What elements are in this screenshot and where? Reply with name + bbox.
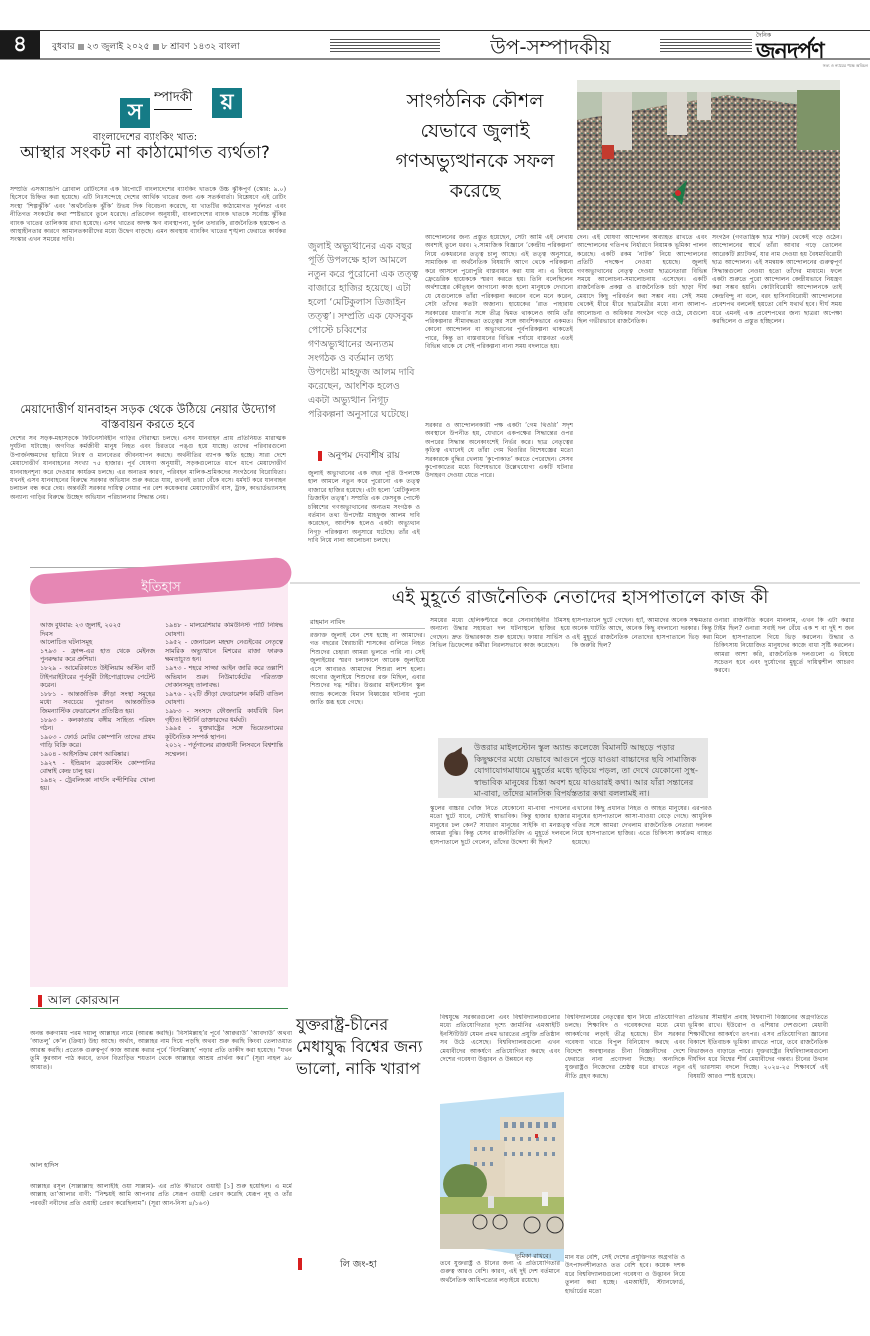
history-item: ১৮২৯ - আমেরিকাতে উইলিয়াম অস্টিন বার্ট টাইপরাইটারের পূর্বসূরী টাইপোগ্রাফের পেটেন্ট করেন। — [40, 664, 155, 690]
quran-title: আল কোরআন — [48, 993, 120, 1007]
history-title: ইতিহাস — [141, 580, 181, 595]
author-name: লি জং-হা — [340, 1259, 377, 1270]
article2-column: রক্তাক্ত জুলাই যেন শেষ হচ্ছে না আমাদের। গত বছরের স্বৈরাচারী শাসকের গুলিতে নিহত শিশুদের চেহারা আমরা ভুলতে পারি না। সেই জুলাইয়ের স্মরণ চলাকালে আরেক জুলাইয়ে এসে আবারও আমাদের শিশুরা লাশ হলো। অগোর জুলাইয়ে শিশুদের রক্ত মিছিল, এবার শিশুদের দগ্ধ শরীর। উত্তরার মাইলস্টোন স্কুল অ্যান্ড কলেজে বিমান বিধ্বস্তের ঘটনায় পুরো জাতি স্তব্ধ হয়ে গেছে। — [310, 632, 425, 707]
byline-marker-icon — [298, 1258, 302, 1270]
history-item: ১৯৪২ - ট্রেবলিংকা নাৎসি বন্দীশিবির খোলা হয়। — [40, 776, 155, 793]
article3-column: প্রতিভার সীমাহীন প্রবাহ বিশ্বব্যাপী বিজ্ঞানের অগ্রগতিতে ভূমিকা রাখে। ইউরোপ ও এশিয়ার দেশগুলো মেধাবী শিক্ষার্থীদের আকর্ষণে তৎপর। এসব প্রতিযোগিতা জ্ঞানের বিকাশে ইতিবাচক ভূমিকা রাখতে পারে, তবে রাজনৈতিক বিভাজনও বাড়াতে পারে। যুক্তরাষ্ট্রের বিশ্ববিদ্যালয়গুলো দীর্ঘদিন ধরে বিশ্বের শীর্ষ মেধাবীদের গন্তব্য। চীনের উত্থান এই ভারসাম্য বদলে দিচ্ছে। ২০২৪-২৫ শিক্ষাবর্ষে এই বিষয়টি আরও স্পষ্ট হয়েছে। — [688, 1014, 828, 1080]
quran-heading — [38, 992, 119, 1012]
history-item: ১৯২৭ - ইন্ডিয়ান ব্রডকাস্টিং কোম্পানির বোম্বাই কেন্দ্র চালু হয়। — [40, 759, 155, 776]
decorative-rule — [660, 39, 752, 52]
article2-column: এখানের কিছু প্রধানত নিহত ও আহত মানুষের। এরপরও মানুষের হাসপাতালে আসা-যাওয়া বেড়ে গেছে। আধুনিক গতির সঙ্গে আমরা দেখলাম রাজনৈতিক নেতারা দলবল নিয়ে হাসপাতালে হাজির। এতে চিকিৎসা কার্যক্রম ব্যাহত হয়েছে। — [572, 805, 712, 846]
history-item: ১৯০৪ - আইসক্রিম কোণ আবিষ্কার। — [40, 750, 129, 758]
history-column-right — [165, 622, 283, 982]
article1-pullquote: জুলাই অভ্যুত্থানের এক বছর পূর্তি উপলক্ষে হাল আমলে নতুন করে পুরোনো এক তত্ত্ব বাজারে হাজির হয়েছে। এটা হলো ‘মেটিকুলাস ডিজাইন তত্ত্ব’। সম্প্রতি এক ফেসবুক পোস্টে চব্বিশের গণঅভ্যুত্থানের অন্যতম সংগঠক ও বর্তমান তথ্য উপদেষ্টা মাহফুজ আলম দাবি করেছেন, আংশিক হলেও একটা অভ্যুত্থান নিগূঢ় পরিকল্পনা অনুসারে ঘটেছে। — [308, 241, 419, 420]
quote-text: উত্তরার মাইলস্টোন স্কুল অ্যান্ড কলেজে বিমানটি আছড়ে পড়ার কিছুক্ষণের মধ্যে যেভাবে আগুনে পুড়ে যাওয়া বাচ্চাদের ছবি সামাজিক যোগাযোগমাধ্যমে মুহূর্তের মধ্যে ছড়িয়ে পড়ল, তা দেখে যেকোনো সুস্থ-স্বাভাবিক মানুষের চিন্তা অবশ হয়ে যাওয়ারই কথা। আর যাঁরা সন্তানের মা-বাবা, তাঁদের মানসিক বিপর্যস্ততার কথা বললামই না। — [474, 742, 698, 798]
article3-column: মান যত বেশি, সেই দেশের প্রযুক্তিগত অগ্রগতি ও উৎপাদনশীলতাও তত বেশি হবে। কয়েক দশক ধরে বিশ্ববিদ্যালয়গুলো গবেষণা ও উদ্ভাবন নিয়ে তুলনা করা হচ্ছে। এমআইটি, স্ট্যানফোর্ড, হার্ভার্ডের মতো — [565, 1254, 685, 1295]
history-item: ১৯০৩ - ফোর্ড মোটর কোম্পানি তাদের প্রথম গাড়ি বিক্রি করে। — [40, 733, 155, 750]
divider — [310, 628, 425, 629]
divider — [30, 1008, 288, 1009]
decorative-rule — [330, 39, 440, 52]
author-name: অনুপম দেবাশীষ রায় — [328, 451, 400, 461]
article1-byline — [318, 448, 400, 463]
hadith-title: আল হাদিস — [30, 1162, 59, 1169]
article2-pullquote — [438, 738, 708, 798]
separator-square-icon — [78, 44, 84, 50]
history-item: ১৯৯৫ - যুক্তরাষ্ট্রের সঙ্গে ভিয়েতনামের কূটনৈতিক সম্পর্ক স্থাপন। — [165, 725, 283, 741]
quote-icon — [444, 752, 468, 776]
separator-square-icon — [153, 44, 159, 50]
brand-tagline: সত্য ও ন্যায়ের পক্ষে অবিচল — [822, 63, 868, 68]
article3-headline[interactable]: যুক্তরাষ্ট্র-চীনের মেধাযুদ্ধ বিশ্বের জন্য ভালো, নাকি খারাপ — [296, 1015, 423, 1078]
editorial-body: সম্প্রতি এসঅ্যান্ডপি গ্লোবাল রেটিংসের এক রিপোর্টে বাংলাদেশের ব্যাংকিং খাতকে উচ্চ ঝুঁকিপূর্ণ (স্কোর: ৯.০) হিসেবে চিহ্নিত করা হয়েছে। এটি নিঃসন্দেহে দেশের আর্থিক খাতের জন্য এক সতর্কবার্তা। বিশ্লেষণে এই রেটিং সংস্থা ‘শিল্পঝুঁকি’ এবং ‘অর্থনৈতিক ঝুঁকি’ উভয় দিক বিবেচনা করেছে, যা খাতটির কাঠামোগত দুর্বলতা এবং নীতিগত সংকটের কথা স্পষ্টভাবে তুলে ধরেছে। প্রতিবেদন অনুযায়ী, বাংলাদেশের ব্যাংক খাতকে সর্বোচ্চ ঝুঁকির ব্যাংক খাতের তালিকায় রাখা হয়েছে। এসব খাতের অদক্ষ ঋণ ব্যবস্থাপনা, দুর্বল তদারকি, রাজনৈতিক হস্তক্ষেপ ও আস্থাহীনতার কারণে আমানতকারীদের মধ্যে উদ্বেগ বাড়ছে। এমন অবস্থায় ব্যাংকিং খাতের শৃঙ্খলা ফেরাতে কার্যকর সংস্কার এখন সময়ের দাবি। — [10, 186, 286, 244]
date-line — [52, 39, 240, 54]
article2-column: স্কুলের বাচ্চার খোঁজ নিতে যেকোনো মা-বাবা পাগলের মতো ছুটে যাবে, সেটাই স্বাভাবিক। কিন্তু হাজার হাজার মানুষের ঢল কেন? সাধারণ মানুষের সাইকি বা মনস্তত্ত্ব আমরা বুঝি। কিন্তু যেসব রাজনীতিবিদ এ মুহূর্তে দলবলে হাসপাতালে ছুটে গেলেন, তাঁদের উদ্দেশ্য কী ছিল? — [430, 805, 570, 846]
bangla-date: ৮ শ্রাবণ ১৪৩২ বাংলা — [161, 42, 240, 52]
history-item: ১৯৮৩ - সংসদে ফৌজদারি কার্যবিধি বিল গৃহীত। ইন্টার্নি ডাক্তারদের ধর্মঘট। — [165, 707, 283, 724]
hadith-body: আল্লাহর রসূল (সাল্লাল্লাহু আলাইহি ওয়া সাল্লাম)- এর প্রতি কীভাবে ওয়াহী [১] শুরু হয়েছিল। এ মর্মে আল্লাহ তা’আলার বাণী: “নিশ্চয়ই আমি আপনার প্রতি সেরূপ ওয়াহী প্রেরণ করেছি যেরূপ নূহ ও তাঁর পরবর্তী নবীদের প্রতি ওয়াহী প্রেরণ করেছিলাম”। (সূরা আন-নিসা ৪/১৬৩) — [30, 1183, 292, 1207]
article1-column: জুলাই অভ্যুত্থানের এক বছর পূর্তি উপলক্ষে হাল আমলে নতুন করে পুরোনো এক তত্ত্ব বাজারে হাজির হয়েছে। এটা হলো ‘মেটিকুলাস ডিজাইন তত্ত্ব’। সম্প্রতি এক ফেসবুক পোস্টে চব্বিশের গণঅভ্যুত্থানের অন্যতম সংগঠক ও বর্তমান তথ্য উপদেষ্টা মাহফুজ আলম দাবি করেছেন, আংশিক হলেও একটা অভ্যুত্থান নিগূঢ় পরিকল্পনা অনুসারে ঘটেছে। তাঁর এই দাবি নিয়ে নানা আলোচনা চলছে। — [308, 470, 420, 545]
editorial-subhead[interactable]: মেয়াদোত্তীর্ণ যানবাহন সড়ক থেকে উঠিয়ে নেয়ার উদ্যোগ বাস্তবায়ন করতে হবে — [20, 402, 276, 431]
history-item: ১৮৮১ - আন্তর্জাতিক ক্রীড়া সংস্থা সমূহের মধ্যে সবচেয়ে পুরাতন আন্তর্জাতিক জিমন্যাস্টিক ফেডারেশন প্রতিষ্ঠিত হয়। — [40, 690, 155, 715]
article1-column: আন্দোলনের জন্য প্রস্তুত হয়েছেন, সেটা আমি এই লেখায় অবশ্যই তুলে ধরব। ২.সামাজিক বিজ্ঞানে ‘কেন্দ্রীয় পরিকল্পনা’ নিয়ে একধরনের তত্ত্ব চালু আছে। এই তত্ত্ব অনুসারে, সামাজিক বা অর্থনৈতিক বিষয়াদি আগে থেকে পরিকল্পনা করে আসলে পুরোপুরি বাস্তবায়ন করা যায় না। এ বিষয়ে ফ্রেডেরিক হায়েককে স্মরণ করতে হয়। তিনি বলেছিলেন অর্থশাস্ত্রের কৌতূহল জাগানো কাজ হলো মানুষকে দেখানো যে যেগুলোকে তাঁরা পরিকল্পনা করবেন বলে মনে করেন, সেটা তাঁদের কতটা অজানা। হায়েকের ‘রাত পাহারায় সরকারের ধারণা’র সঙ্গে তীব্র দ্বিমত থাকলেও আমি তাঁর পরিকল্পনার সীমাবদ্ধতা তত্ত্বের সঙ্গে আংশিকভাবে একমত। কোনো আন্দোলন বা অভ্যুত্থানের পূর্বপরিকল্পনা থাকতেই পারে, কিন্তু তা বাস্তবায়নের বিভিন্ন পর্যায়ে বাস্তবতা এতই বিভিন্ন থাকে যে সেই পরিকল্পনা নানা সময় বদলাতে হয়। — [425, 234, 573, 351]
masthead — [0, 30, 870, 68]
article2-column: ওনারা রাজনীতি করেন মানলাম, এখন কি এটা করার টাইম ছিল? ওনারা সবাই দল বেঁধে এক শ বা দুই শ জন মিলে হাসপাতালে গিয়ে ভিড় করলেন। উদ্ধার ও চিকিৎসায় নিয়োজিত মানুষদের কাজে বাধা সৃষ্টি করলেন। আমরা আশা করি, রাজনৈতিক দলগুলো এ বিষয়ে সচেতন হবে এবং দুর্যোগের মুহূর্তে দায়িত্বশীল আচরণ করবে। — [714, 617, 854, 675]
day: বুধবার — [52, 42, 75, 52]
article3-byline — [340, 1258, 377, 1273]
history-item: ১৮৯৩ - কলকাতায় বঙ্গীয় সাহিত্য পরিষদ গঠন। — [40, 716, 155, 733]
quran-body: অনন্ত করুণাময় পরম দয়ালু আল্লাহর নামে (আরম্ভ করছি)। ‘বিসমিল্লাহ’র পূর্বে ‘আক্বরাউ’ ‘আবদাউ’ অথবা ‘আতলু’ কে’ল (ক্রিয়া) উহ্য আছে। অর্থাৎ, আল্লাহর নাম দিয়ে পড়ছি অথবা শুরু করছি কিংবা তেলাওয়াত আরম্ভ করছি। প্রত্যেক গুরুত্বপূর্ণ কাজ আরম্ভ করার পূর্বে ‘বিসমিল্লাহ’ পড়ার প্রতি তাকীদ করা হয়েছে। “যখন তুমি কুরআন পাঠ করবে, তখন বিতাড়িত শয়তান থেকে আল্লাহর আশ্রয় প্রার্থনা কর।” (সূরা নাহল ৯৮ আয়াত)। — [30, 1030, 292, 1071]
article1-column: সরকার ও আন্দোলনকারী পক্ষ একটা ‘গেম থিওরি’ সদৃশ অবস্থানে উপনীত হয়, যেখানে একপক্ষের সিদ্ধান্তের ওপর অপরের সিদ্ধান্ত অনেকাংশেই নির্ভর করে। ছাত্র নেতৃত্বের কৃতিত্ব এখানেই যে তাঁরা গেম থিওরির বিশেষজ্ঞের মতো সরকারকে বুদ্ধির খেলায় ‘কুপোকাত’ করতে পেরেছেন। সেসব কুপোকাতের মধ্যে বিশেষভাবে উল্লেখযোগ্য একটি ঘটনার উদাহরণ দেওয়া যেতে পারে। — [425, 422, 573, 480]
history-item: ১৯৭৩ - শহরে সাজ্জা আইন জারি করে তল্লাশি অভিযান শুরু। নিউমার্কেটের পরিত্যক্ত দোকানসমূহ তালাবদ্ধ। — [165, 664, 283, 690]
article1-column: দেন। এই ঘোষণা আন্দোলন অব্যাহত রাখতে এবং আন্দোলনের গতিপথ নির্ধারণে নিয়ামক ভূমিকা পালন করেছে। একটি রকম ‘নাটক’ নিয়ে আন্দোলনের প্রতিটি পদক্ষেপ নেওয়া হয়েছে। জুলাই গণঅভ্যুত্থানের নেতৃত্ব দেওয়া ছাত্রনেতারা বিভিন্ন সময়ে আলোচনা-সমালোচনায় এসেছেন। একটি রাজনৈতিক প্রকল্প ও রাজনৈতিক চর্চা ছাড়া দীর্ঘ মেয়াদে কিছু পরিবর্তন করা সম্ভব নয়। সেই সময় থেকেই ধীরে ধীরে ছাত্রমৈত্রীর মধ্যে নানা আলাপ-আলোচনা ও অধিকার সংগঠন গড়ে ওঠে, যেগুলো ছিল গভীরভাবে রাজনৈতিক। — [577, 234, 707, 326]
logo-letter-left: স — [120, 98, 150, 128]
page-number: ৪ — [0, 31, 40, 59]
brand-name: জনদর্পণ — [756, 39, 824, 64]
protest-crowd-photo — [577, 80, 840, 230]
brand-small: দৈনিক — [756, 32, 772, 39]
article1-headline[interactable]: সাংগঠনিক কৌশল যেভাবে জুলাই গণঅভ্যুত্থানকে সফল করেছে — [395, 90, 555, 202]
byline-marker-icon — [318, 451, 322, 461]
heading-marker-icon — [38, 995, 42, 1007]
history-item: ১৯৫২ - জেনারেল মহম্মদ নেগুইবের নেতৃত্বে সামরিক অভ্যুত্থানে মিশরের রাজা ফারুক ক্ষমতাচ্যুত হন। — [165, 639, 283, 664]
history-item: ১৯৪৮ - মালয়েশিয়ার কমিউনিস্ট পার্টি নিষিদ্ধ ঘোষণা। — [165, 622, 283, 638]
article2-byline: রাহমান নাবিদ — [310, 618, 345, 626]
article3-column: বিশ্বযুদ্ধে সরকারগুলো এবং বিশ্ববিদ্যালয়গুলোর মধ্যে প্রতিযোগিতার দৃশ্যে জার্মানির এমআইটি ইনস্টিটিউট যেমন প্রথম ভারতের প্রযুক্তি প্রতিষ্ঠান সব উঠে এসেছে। বিশ্ববিদ্যালয়গুলো এখন মেধাবীদের আকর্ষণে প্রতিযোগিতা করছে এবং দেশের গবেষণা উদ্ভাবন ও উন্নয়নে বড় — [440, 1014, 560, 1064]
history-item: ২০১২ - পর্তুগালের রাজধানী লিসবনে বিশ্বশান্তি সম্মেলন। — [165, 742, 283, 758]
section-title: উপ-সম্পাদকীয় — [490, 35, 611, 59]
date: ২৩ জুলাই ২০২৫ — [86, 42, 150, 52]
photo-caption: ভূমিকা রাখবে। — [515, 1253, 551, 1260]
editorial-logo — [120, 88, 260, 130]
editorial-headline[interactable]: আস্থার সংকট না কাঠামোগত ব্যর্থতা? — [20, 143, 270, 163]
history-item: ১৯৭৬ - ২২টি ক্রীড়া ফেডারেশন কমিটি বাতিল ঘোষণা। — [165, 690, 283, 707]
history-item: আলোচিত ঘটনাসমূহ — [40, 639, 93, 647]
history-column-left — [40, 622, 155, 982]
article3-column: তবে যুক্তরাষ্ট্র ও চীনের জন্য এ প্রতিযোগিতার গুরুত্ব আরও বেশি। কারণ, এই দুই দেশ বর্তমানে অর্থনৈতিক আধিপত্যের লড়াইয়ে রয়েছে। — [440, 1260, 560, 1284]
logo-letter-right: য় — [212, 88, 242, 118]
editorial-body-2: দেশের সব সড়ক-মহাসড়কে ফিটনেসবিহীন গাড়ির দৌরাত্ম্য চলছে। এসব যানবাহন প্রায় প্রতিনিয়ত মারাত্মক দুর্ঘটনা ঘটাচ্ছে। অগণিত কর্মজীবী মানুষ নিহত এবং চিরতরে পঙ্গু হয়ে যাচ্ছে। তাদের পরিবারগুলো উপার্জনক্ষমদের হারিয়ে নিঃস্ব ও মানবেতর জীবনযাপন করছে। অর্থনীতির ব্যাপক ক্ষতি হচ্ছে। সারা দেশে মেয়াদোত্তীর্ণ যানবাহনের সংখ্যা ৭৫ হাজার। পূর্ব ঘোষণা অনুযায়ী, সড়কগুলোতে ধাপে ধাপে মেয়াদোত্তীর্ণ যানবাহনশূন্য করে দেওয়ার কার্যক্রম চলছে। এর অন্যতম কারণ, পরিবহন মালিক-শ্রমিকদের সংগঠনের বিরোধিতা। যখনই এসব যানবাহনের বিরুদ্ধে সরকার অভিযান শুরু করতে যায়, তখনই তারা বেঁকে বসে। ধর্মঘট করে যানবাহন চলাচল বন্ধ করে দেয়। অন্তর্বর্তী সরকার দায়িত্ব নেয়ার পর বেশ কয়েকবার মেয়াদোত্তীর্ণ বাস, ট্রাক, কাভার্ডভ্যানসহ অন্যান্য গাড়ির বিরুদ্ধে উচ্ছেদ অভিযান পরিচালনার সিদ্ধান্ত নেয়। — [10, 435, 286, 501]
history-item: ১৭৯৩ - ফ্রান্স-এর হাত থেকে মেইনজ পুনরুদ্ধার করে প্রুশিয়া। — [40, 647, 155, 664]
history-item: আজ বুধবার: ২৩ জুলাই, ২০২৫ — [40, 622, 121, 629]
article2-column: সময়ের মধ্যে হেলিকপ্টারে করে সেনাবাহিনীর টিমসহ অন্যান্য উদ্ধার সহায়তা দল ঘটনাস্থলে হাজির হয়ে গেছেন। দ্রুত উদ্ধারকাজ শুরু হয়েছে। ফায়ার সার্ভিস ও সিভিল ডিফেন্সের কর্মীরা নিরলসভাবে কাজ করেছেন। — [430, 617, 570, 650]
article3-column: বিশ্ববিদ্যালয়ের নেতৃত্বের স্থান নিয়ে প্রতিযোগিতা চলছে। শিক্ষাবিদ ও গবেষকদের মধ্যে মেধা আকর্ষণের লড়াই তীব্র হয়েছে। চীন সরকার গবেষণা খাতে বিপুল বিনিয়োগ করছে এবং বিদেশে অবস্থানরত চীনা বিজ্ঞানীদের দেশে ফেরাতে নানা প্রণোদনা দিচ্ছে। অন্যদিকে যুক্তরাষ্ট্রও নিজেদের শ্রেষ্ঠত্ব ধরে রাখতে নতুন নীতি গ্রহণ করছে। — [565, 1014, 685, 1080]
logo-middle: ম্পাদকী — [154, 88, 192, 110]
article2-headline[interactable]: এই মুহূর্তে রাজনৈতিক নেতাদের হাসপাতালে কাজ কী — [391, 587, 769, 608]
crowd-image — [577, 80, 840, 230]
editorial-kicker: বাংলাদেশের ব্যাংকিং খাত: — [92, 132, 198, 143]
university-building-image — [440, 1092, 564, 1262]
brand-logo — [756, 30, 868, 70]
university-photo — [440, 1092, 564, 1262]
article1-column: সংগঠন (গণতান্ত্রিক ছাত্র শক্তি) থেকেই গড়ে ওঠেন। আন্দোলনের স্বার্থে তাঁরা আবার গড়ে তোলেন আরেকটি প্ল্যাটফর্ম, যার নাম দেওয়া হয় বৈষম্যবিরোধী ছাত্র আন্দোলন। এই সমন্বয়ক আন্দোলনের গুরুত্বপূর্ণ সিদ্ধান্তগুলো নেওয়া হতো তাঁদের মাধ্যমে। ফলে একটা শুরুতে পুরো আন্দোলন কেন্দ্রীয়ভাবে নিয়ন্ত্রণ করা সম্ভব হয়নি। কোটাবিরোধী আন্দোলনকে তাই কেন্দ্রবিন্দু না বলে, বরং হাসিনাবিরোধী আন্দোলনের প্রবেশপথ বললেই হয়তো বেশি যথার্থ হবে। দীর্ঘ সময় ধরে এমনই এক প্রবেশপথের জন্য ছাত্ররা অপেক্ষা করছিলেন ও প্রস্তুত হচ্ছিলেন। — [712, 234, 842, 326]
article2-column: হাসপাতালে ছুটে গেছেন। হ্যাঁ, আমাদের অনেক সক্ষমতার অনেক ঘাটতি আছে, অনেক কিছু বদলানো দরকার। কিন্তু এই মুহূর্তে রাজনৈতিক নেতাদের হাসপাতালে ভিড় করা কি জরুরি ছিল? — [572, 617, 712, 650]
history-item: দিবস — [40, 630, 53, 638]
